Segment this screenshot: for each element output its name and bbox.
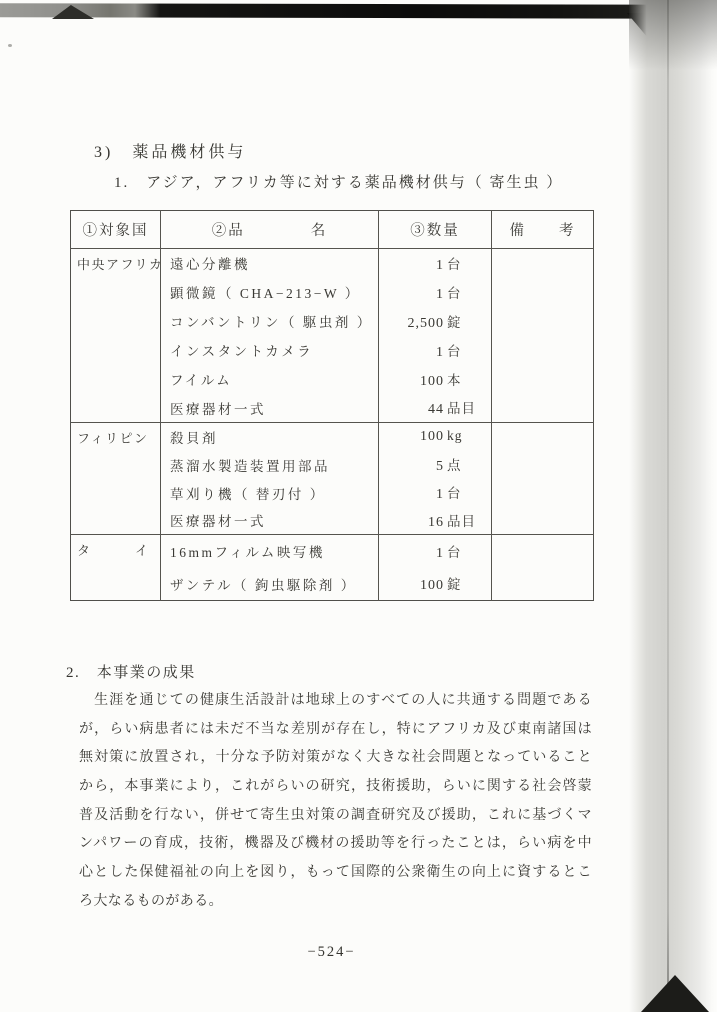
table-header-row	[71, 211, 594, 249]
quantity-number: 16	[428, 514, 444, 530]
paragraph-line: ろ大なるものがある。	[79, 893, 223, 909]
col-header-quantity: ③数量	[379, 211, 492, 249]
binding-edge	[629, 0, 717, 1012]
paragraph-line: から，本事業により，これがらいの研究，技術援助，らいに関する社会啓蒙	[79, 779, 592, 795]
quantity-number: 100	[420, 429, 444, 445]
paragraph-line: 無対策に放置され，十分な予防対策がなく大きな社会問題となっていること	[79, 750, 592, 766]
table-row	[71, 249, 594, 278]
item-quantity	[379, 365, 492, 394]
col-header-remarks: 備 考	[492, 211, 594, 249]
country-cell: 中央アフリカ	[71, 249, 161, 423]
quantity-unit: 錠	[447, 314, 462, 330]
item-name: 蒸溜水製造装置用部品	[161, 451, 379, 479]
table-section-thailand	[71, 535, 594, 601]
quantity-number: 44	[428, 402, 444, 418]
item-name: 医療器材一式	[161, 507, 379, 535]
quantity-unit: kg	[447, 428, 463, 444]
quantity-unit: 台	[447, 544, 462, 560]
quantity-number: 1	[436, 286, 444, 302]
quantity-number: 2,500	[407, 315, 444, 331]
item-name: 16mmフィルム映写機	[161, 535, 379, 568]
binding-hole	[658, 334, 692, 372]
scan-top-edge	[0, 3, 717, 19]
binding-hole	[658, 864, 692, 902]
paragraph-line: 生涯を通じての健康生活設計は地球上のすべての人に共通する問題である	[79, 693, 592, 708]
quantity-unit: 台	[447, 256, 462, 272]
item-quantity	[379, 507, 492, 535]
item-name: インスタントカメラ	[161, 336, 379, 365]
item-name: フイルム	[161, 365, 379, 394]
table-row	[71, 423, 594, 451]
section-heading: 3) 薬品機材供与	[94, 144, 247, 161]
paragraph-line: が，らい病患者には未だ不当な差別が存在し，特にアフリカ及び東南諸国は	[79, 721, 592, 737]
speck	[8, 44, 12, 47]
quantity-unit: 台	[447, 486, 462, 501]
country-cell: タ イ	[71, 535, 161, 601]
col-header-item-name: ②品 名	[161, 211, 379, 249]
item-quantity	[379, 249, 492, 278]
country-cell: フィリピン	[71, 423, 161, 535]
quantity-number: 100	[420, 373, 444, 389]
item-name: ザンテル（ 鉤虫駆除剤 ）	[161, 568, 379, 601]
item-name: 遠心分離機	[161, 249, 379, 278]
quantity-unit: 品目	[447, 401, 476, 417]
paragraph-line: ンパワーの育成，技術，機器及び機材の援助等を行ったことは，らい病を中	[79, 836, 592, 852]
item-name: 顕微鏡（ CHA−213−W ）	[161, 278, 379, 307]
table-section-philippines	[71, 423, 594, 535]
quantity-number: 1	[436, 487, 444, 502]
item-quantity	[379, 336, 492, 365]
remarks-cell	[492, 535, 594, 601]
quantity-unit: 品目	[447, 513, 476, 529]
item-name: コンバントリン（ 駆虫剤 ）	[161, 307, 379, 336]
item-quantity	[379, 568, 492, 601]
quantity-number: 100	[420, 578, 444, 594]
quantity-unit: 本	[447, 372, 462, 388]
item-quantity	[379, 278, 492, 307]
table-header	[71, 211, 594, 249]
quantity-unit: 台	[447, 285, 462, 301]
item-quantity	[379, 394, 492, 423]
table-section-central-africa	[71, 249, 594, 423]
quantity-number: 1	[436, 257, 444, 273]
paragraph-line: 普及活動を行ない，併せて寄生虫対策の調査研究及び援助，これに基づくマ	[79, 807, 592, 823]
item-name: 殺貝剤	[161, 423, 379, 451]
binding-hole	[656, 559, 690, 597]
item-quantity	[379, 479, 492, 507]
item-quantity	[379, 423, 492, 451]
quantity-number: 1	[436, 545, 444, 561]
paragraph-line: 心とした保健福祉の向上を図り，もって国際的公衆衛生の向上に資するとこ	[79, 865, 592, 881]
item-name: 医療器材一式	[161, 394, 379, 423]
supply-table	[70, 210, 594, 601]
scan-bottom-shadow	[641, 975, 709, 1012]
item-quantity	[379, 307, 492, 336]
quantity-unit: 錠	[447, 577, 462, 593]
item-quantity	[379, 451, 492, 479]
remarks-cell	[492, 423, 594, 535]
results-heading: 2. 本事業の成果	[66, 665, 196, 681]
results-paragraph	[79, 687, 592, 917]
page-number: −524−	[307, 944, 356, 960]
binding-crease	[667, 0, 669, 1012]
subsection-heading: 1. アジア，アフリカ等に対する薬品機材供与（ 寄生虫 ）	[114, 175, 564, 191]
quantity-number: 5	[436, 459, 444, 474]
table-row	[71, 535, 594, 568]
quantity-number: 1	[436, 344, 444, 360]
col-header-country: ①対象国	[71, 211, 161, 249]
remarks-cell	[492, 249, 594, 423]
binding-hole	[653, 78, 687, 116]
item-name: 草刈り機（ 替刃付 ）	[161, 479, 379, 507]
quantity-unit: 点	[447, 458, 462, 473]
quantity-unit: 台	[447, 343, 462, 359]
item-quantity	[379, 535, 492, 568]
